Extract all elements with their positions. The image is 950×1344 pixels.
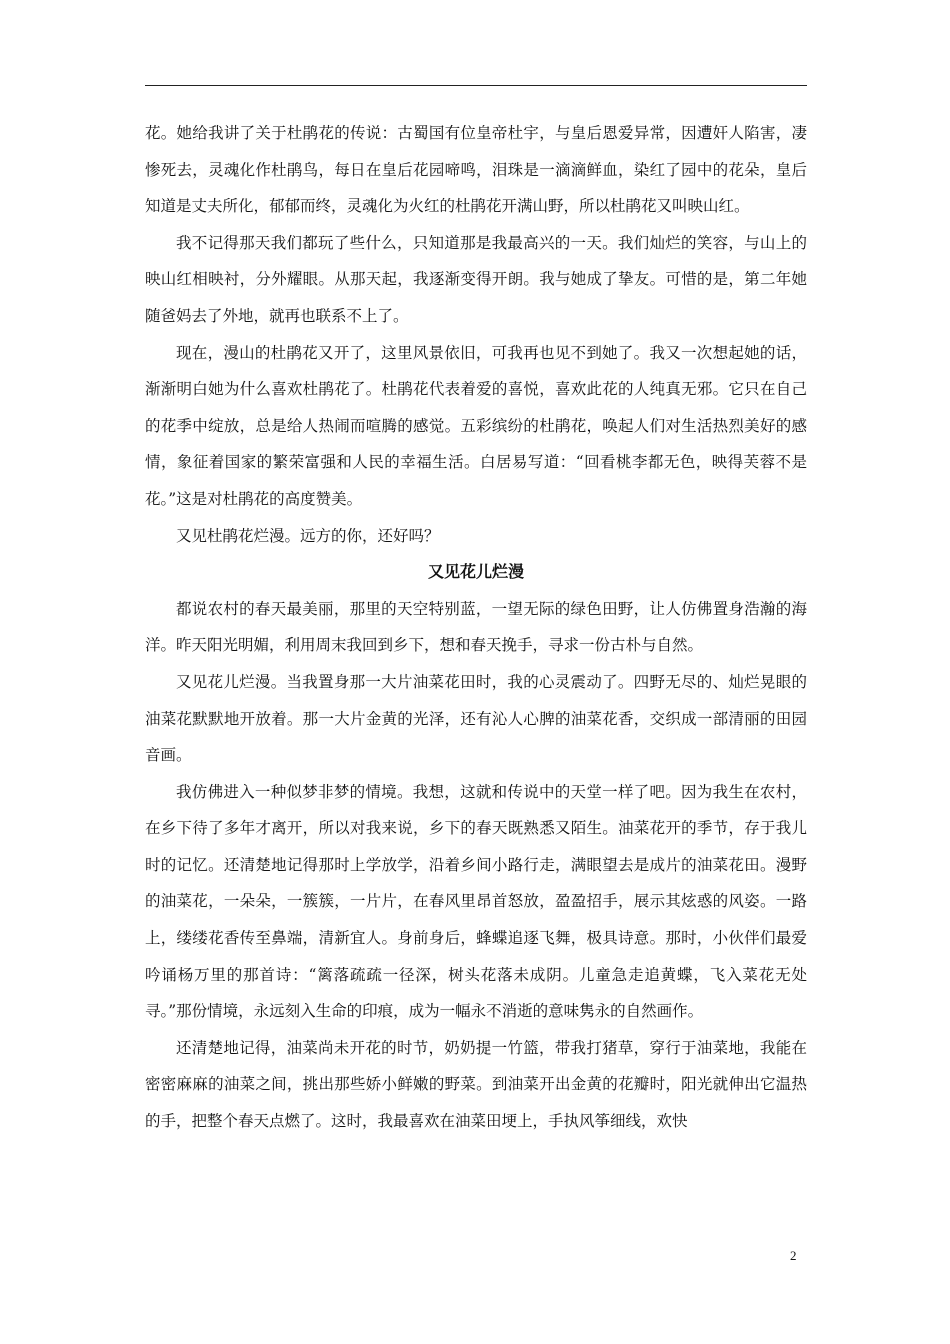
paragraph: 又见杜鹃花烂漫。远方的你，还好吗？ bbox=[176, 526, 440, 545]
paragraph: 我不记得那天我们都玩了些什么，只知道那是我最高兴的一天。我们灿烂的笑容，与山上的映山红相映衬，分外耀眼。从那天起，我逐渐变得开朗。我与她成了挚友。可惜的是，第二年她随爸妈去了外地，就再也联系不上了。 bbox=[145, 233, 807, 325]
paragraph: 我仿佛进入一种似梦非梦的情境。我想，这就和传说中的天堂一样了吧。因为我生在农村，在乡下待了多年才离开，所以对我来说，乡下的春天既熟悉又陌生。油菜花开的季节，存于我儿时的记忆。还清楚地记得那时上学放学，沿着乡间小路行走，满眼望去是成片的油菜花田。漫野的油菜花，一朵朵，一簇簇，一片片，在春风里昂首怒放，盈盈招手，展示其炫惑的风姿。一路上，缕缕花香传至鼻端，清新宜人。身前身后，蜂蝶追逐飞舞，极具诗意。那时，小伙伴们最爱吟诵杨万里的那首诗：“篱落疏疏一径深，树头花落未成阴。儿童急走追黄蝶，飞入菜花无处寻。”那份情境，永远刻入生命的印痕，成为一幅永不消逝的意味隽永的自然画作。 bbox=[145, 782, 807, 1021]
page-content bbox=[145, 115, 807, 1140]
paragraph: 都说农村的春天最美丽，那里的天空特别蓝，一望无际的绿色田野，让人仿佛置身浩瀚的海洋。昨天阳光明媚，利用周末我回到乡下，想和春天挽手，寻求一份古朴与自然。 bbox=[145, 599, 807, 655]
paragraph: 花。她给我讲了关于杜鹃花的传说：古蜀国有位皇帝杜宇，与皇后恩爱异常，因遭奸人陷害，凄惨死去，灵魂化作杜鹃鸟，每日在皇后花园啼鸣，泪珠是一滴滴鲜血，染红了园中的花朵，皇后知道是丈夫所化，郁郁而终，灵魂化为火红的杜鹃花开满山野，所以杜鹃花又叫映山红。 bbox=[145, 124, 807, 216]
section-title: 又见花儿烂漫 bbox=[427, 562, 524, 582]
paragraph: 又见花儿烂漫。当我置身那一大片油菜花田时，我的心灵震动了。四野无尽的、灿烂晃眼的油菜花默默地开放着。那一大片金黄的光泽，还有沁人心脾的油菜花香，交织成一部清丽的田园音画。 bbox=[145, 672, 807, 765]
page-number: 2 bbox=[790, 1248, 797, 1263]
header-rule bbox=[145, 85, 807, 86]
paragraph: 还清楚地记得，油菜尚未开花的时节，奶奶提一竹篮，带我打猪草，穿行于油菜地，我能在密密麻麻的油菜之间，挑出那些娇小鲜嫩的野菜。到油菜开出金黄的花瓣时，阳光就伸出它温热的手，把整个春天点燃了。这时，我最喜欢在油菜田埂上，手执风筝细线，欢快 bbox=[145, 1038, 807, 1131]
paragraph: 现在，漫山的杜鹃花又开了，这里风景依旧，可我再也见不到她了。我又一次想起她的话，渐渐明白她为什么喜欢杜鹃花了。杜鹃花代表着爱的喜悦，喜欢此花的人纯真无邪。它只在自己的花季中绽放，总是给人热闹而喧腾的感觉。五彩缤纷的杜鹃花，唤起人们对生活热烈美好的感情，象征着国家的繁荣富强和人民的幸福生活。白居易写道：“回看桃李都无色，映得芙蓉不是花。”这是对杜鹃花的高度赞美。 bbox=[145, 343, 807, 508]
